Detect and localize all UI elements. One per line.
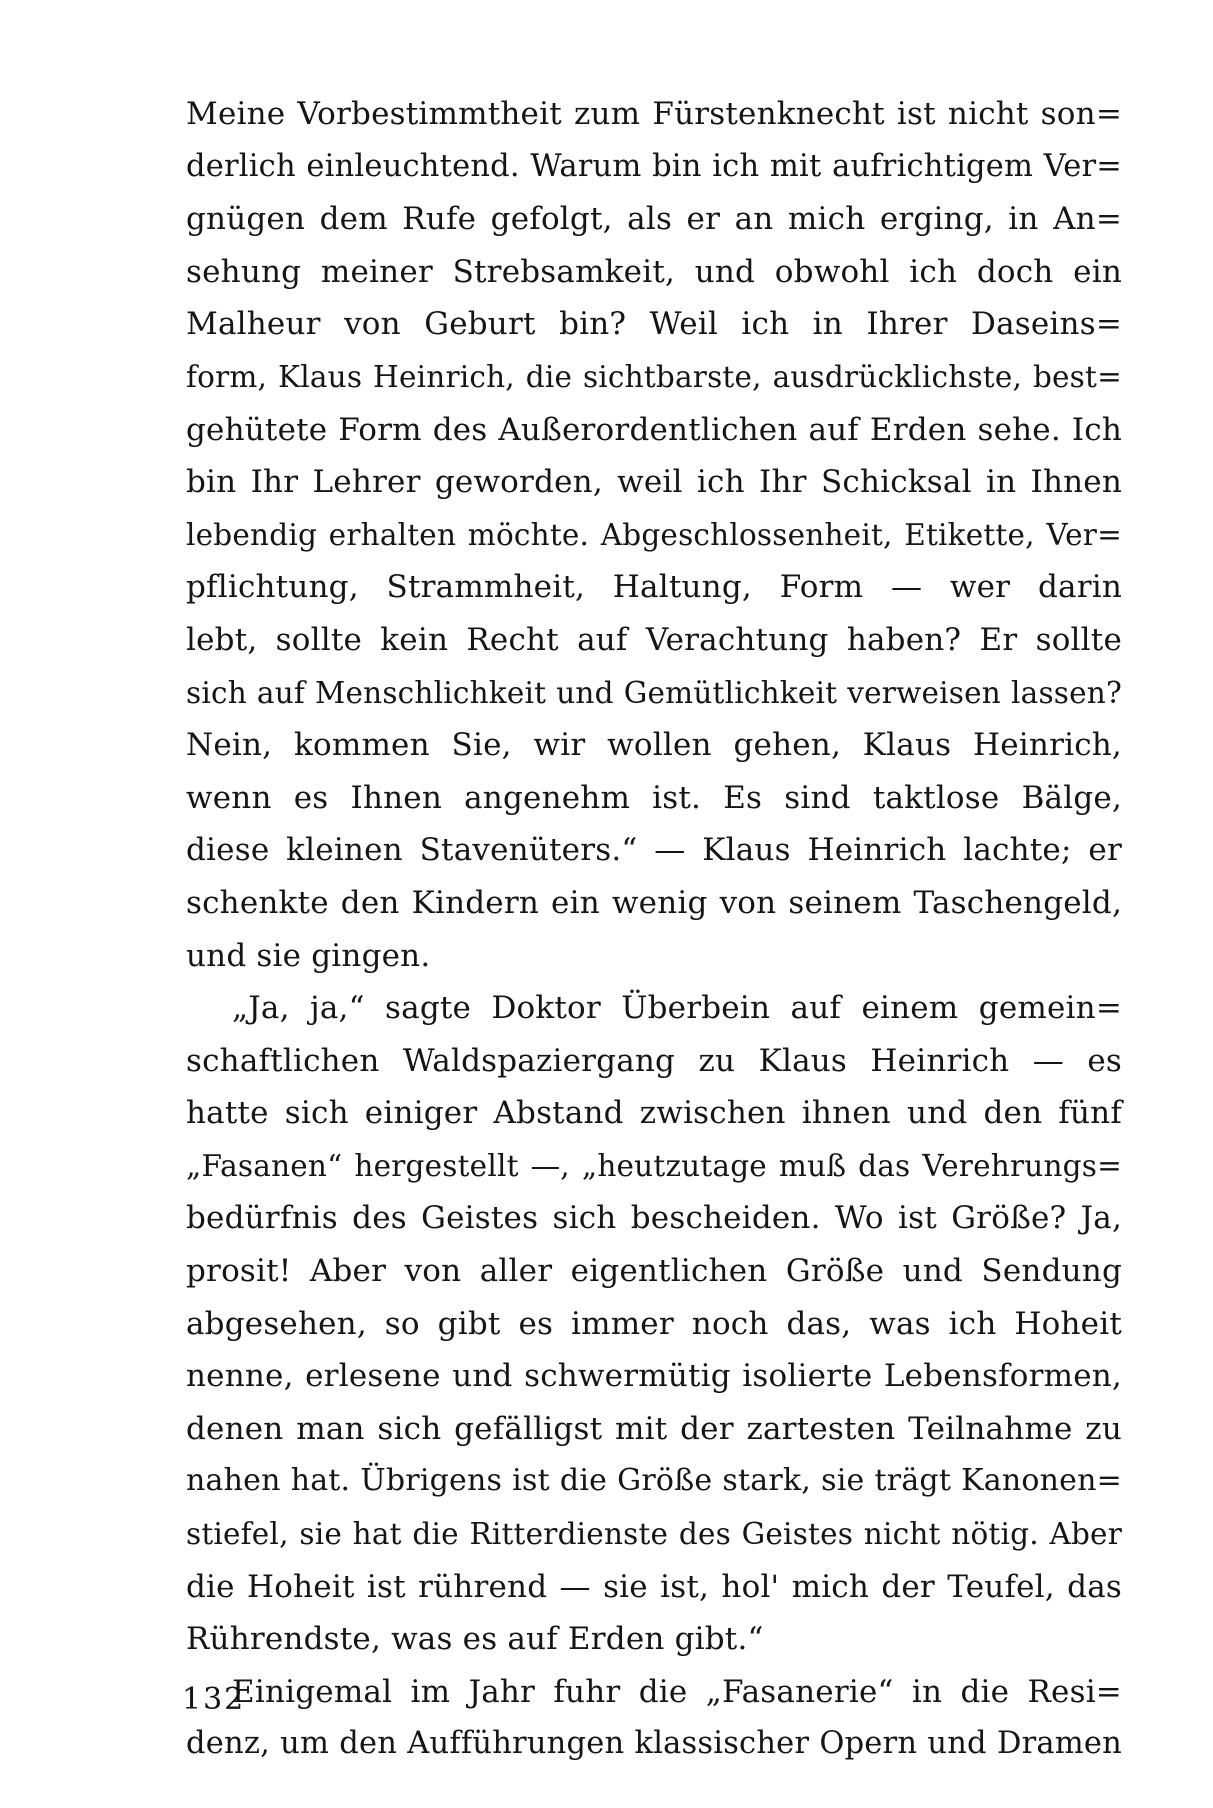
text-line: nahen hat. Übrigens ist die Größe stark, sie trägt Kanonen= bbox=[186, 1463, 1122, 1499]
body-text bbox=[186, 88, 1122, 1771]
text-line: Nein, kommen Sie, wir wollen gehen, Klaus Heinrich, bbox=[186, 727, 1122, 764]
text-line: sich auf Menschlichkeit und Gemütlichkeit verweisen lassen? bbox=[186, 675, 1122, 710]
text-line: gnügen dem Rufe gefolgt, als er an mich erging, in An= bbox=[186, 201, 1122, 238]
text-line: schenkte den Kindern ein wenig von seinem Taschengeld, bbox=[186, 884, 1122, 921]
text-line: bedürfnis des Geistes sich bescheiden. Wo ist Größe? Ja, bbox=[186, 1200, 1122, 1237]
text-line: Rührendste, was es auf Erden gibt.“ bbox=[186, 1621, 764, 1658]
text-line: wenn es Ihnen angenehm ist. Es sind taktlose Bälge, bbox=[186, 779, 1122, 816]
text-line: prosit! Aber von aller eigentlichen Größe und Sendung bbox=[186, 1253, 1122, 1290]
text-line: lebendig erhalten möchte. Abgeschlossenheit, Etikette, Ver= bbox=[186, 517, 1122, 552]
text-line: „Fasanen“ hergestellt —, „heutzutage muß das Verehrungs= bbox=[186, 1148, 1122, 1183]
text-line: gehütete Form des Außerordentlichen auf Erden sehe. Ich bbox=[186, 411, 1122, 448]
text-line: Meine Vorbestimmtheit zum Fürstenknecht ist nicht son= bbox=[186, 96, 1122, 132]
text-line: abgesehen, so gibt es immer noch das, was ich Hoheit bbox=[186, 1305, 1122, 1342]
text-line: diese kleinen Stavenüters.“ — Klaus Heinrich lachte; er bbox=[186, 832, 1122, 869]
text-line: schaftlichen Waldspaziergang zu Klaus Heinrich — es bbox=[186, 1042, 1122, 1079]
text-line: denz, um den Aufführungen klassischer Opern und Dramen bbox=[186, 1726, 1122, 1762]
text-line: denen man sich gefälligst mit der zartesten Teilnahme zu bbox=[186, 1410, 1122, 1447]
text-line: bin Ihr Lehrer geworden, weil ich Ihr Schicksal in Ihnen bbox=[186, 464, 1122, 501]
text-line: Einigemal im Jahr fuhr die „Fasanerie“ in die Resi= bbox=[232, 1673, 1122, 1710]
text-line: derlich einleuchtend. Warum bin ich mit aufrichtigem Ver= bbox=[186, 148, 1122, 184]
text-line: form, Klaus Heinrich, die sichtbarste, ausdrücklichste, best= bbox=[186, 359, 1122, 394]
text-line: sehung meiner Strebsamkeit, und obwohl ich doch ein bbox=[186, 253, 1122, 290]
text-line: „Ja, ja,“ sagte Doktor Überbein auf einem gemein= bbox=[232, 990, 1122, 1027]
text-line: stiefel, sie hat die Ritterdienste des Geistes nicht nötig. Aber bbox=[186, 1517, 1122, 1552]
text-line: pflichtung, Strammheit, Haltung, Form — wer darin bbox=[186, 569, 1122, 606]
text-line: und sie gingen. bbox=[186, 937, 431, 974]
text-line: nenne, erlesene und schwermütig isolierte Lebensformen, bbox=[186, 1358, 1122, 1395]
text-line: Malheur von Geburt bin? Weil ich in Ihrer Daseins= bbox=[186, 306, 1122, 343]
text-line: hatte sich einiger Abstand zwischen ihnen und den fünf bbox=[186, 1095, 1122, 1132]
page-number: 132 bbox=[182, 1682, 246, 1717]
text-line: die Hoheit ist rührend — sie ist, hol' mich der Teufel, das bbox=[186, 1568, 1122, 1605]
text-line: lebt, sollte kein Recht auf Verachtung haben? Er sollte bbox=[186, 621, 1122, 658]
